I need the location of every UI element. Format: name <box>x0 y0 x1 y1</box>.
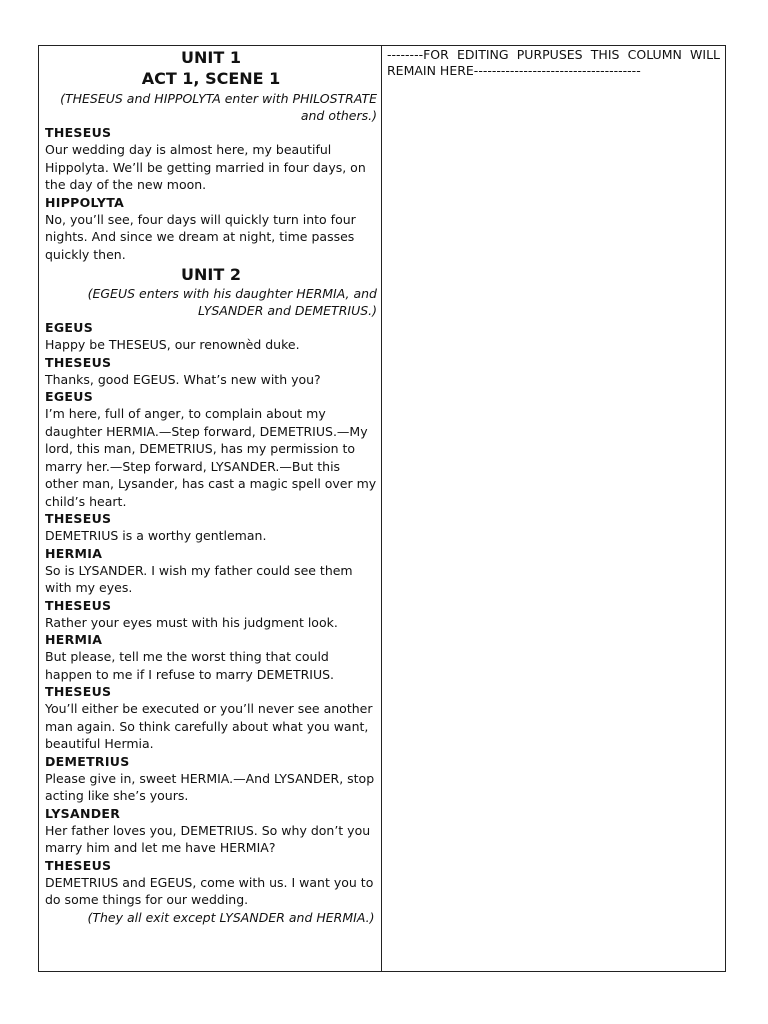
dialogue-line: Please give in, sweet HERMIA.—And LYSANDER, stop acting like she’s yours. <box>45 770 375 803</box>
dialogue-line: No, you’ll see, four days will quickly turn into four nights. And since we dream at night, time passes quickly then. <box>45 211 356 262</box>
speaker-name: THESEUS <box>45 125 112 140</box>
dialogue-line: Our wedding day is almost here, my beautiful Hippolyta. We’ll be getting married in four days, on the day of the new moon. <box>45 142 366 192</box>
speaker-name: THESEUS <box>45 511 112 526</box>
stage-direction: (EGEUS enters with his daughter HERMIA, and LYSANDER and DEMETRIUS.) <box>87 286 377 318</box>
dialogue-line: So is LYSANDER. I wish my father could see them with my eyes. <box>45 562 353 595</box>
unit-heading: UNIT 2 <box>181 265 241 284</box>
dialogue-line: DEMETRIUS is a worthy gentleman. <box>45 528 267 543</box>
unit-heading: UNIT 1 <box>181 48 241 67</box>
editing-note: --------FOR EDITING PURPUSES THIS COLUMN WILL REMAIN HERE------------------------------------- <box>387 47 720 78</box>
dialogue-block <box>45 319 377 909</box>
speaker-name: THESEUS <box>45 354 112 370</box>
dialogue-line: Thanks, good EGEUS. What’s new with you? <box>45 371 321 387</box>
speaker-name: HIPPOLYTA <box>45 194 125 210</box>
dialogue-line: Her father loves you, DEMETRIUS. So why don’t you marry him and let me have HERMIA? <box>45 822 371 855</box>
speaker-name: LYSANDER <box>45 805 121 821</box>
dialogue-line: But please, tell me the worst thing that could happen to me if I refuse to marry DEMETRIUS. <box>45 649 335 682</box>
dialogue-line: I’m here, full of anger, to complain about my daughter HERMIA.—Step forward, DEMETRIUS.—My lord, this man, DEMETRIUS, has my permission to marry her.—Step forward, LYSANDER.—But this other man, Lysander, has cast a magic spell over my child’s heart. <box>45 406 377 509</box>
script-column <box>39 46 382 971</box>
dialogue-line: Rather your eyes must with his judgment look. <box>45 614 338 630</box>
scene-heading: ACT 1, SCENE 1 <box>141 69 281 88</box>
speaker-name: HERMIA <box>45 545 103 561</box>
speaker-name: EGEUS <box>45 320 93 335</box>
script-table <box>38 45 726 972</box>
speaker-name: THESEUS <box>45 857 112 873</box>
dialogue-line: You’ll either be executed or you’ll never see another man again. So think carefully about what you want, beautiful Hermia. <box>45 701 373 751</box>
speaker-name: HERMIA <box>45 632 103 647</box>
speaker-name: THESEUS <box>45 684 112 699</box>
stage-direction: (THESEUS and HIPPOLYTA enter with PHILOSTRATE and others.) <box>60 91 377 123</box>
speaker-name: DEMETRIUS <box>45 753 130 769</box>
editing-column <box>382 46 725 971</box>
dialogue-line: DEMETRIUS and EGEUS, come with us. I want you to do some things for our wedding. <box>45 874 374 907</box>
dialogue-block <box>45 124 377 263</box>
stage-direction: (They all exit except LYSANDER and HERMIA.) <box>87 909 375 925</box>
speaker-name: THESEUS <box>45 597 112 613</box>
dialogue-line: Happy be THESEUS, our renownèd duke. <box>45 337 300 352</box>
speaker-name: EGEUS <box>45 389 93 404</box>
